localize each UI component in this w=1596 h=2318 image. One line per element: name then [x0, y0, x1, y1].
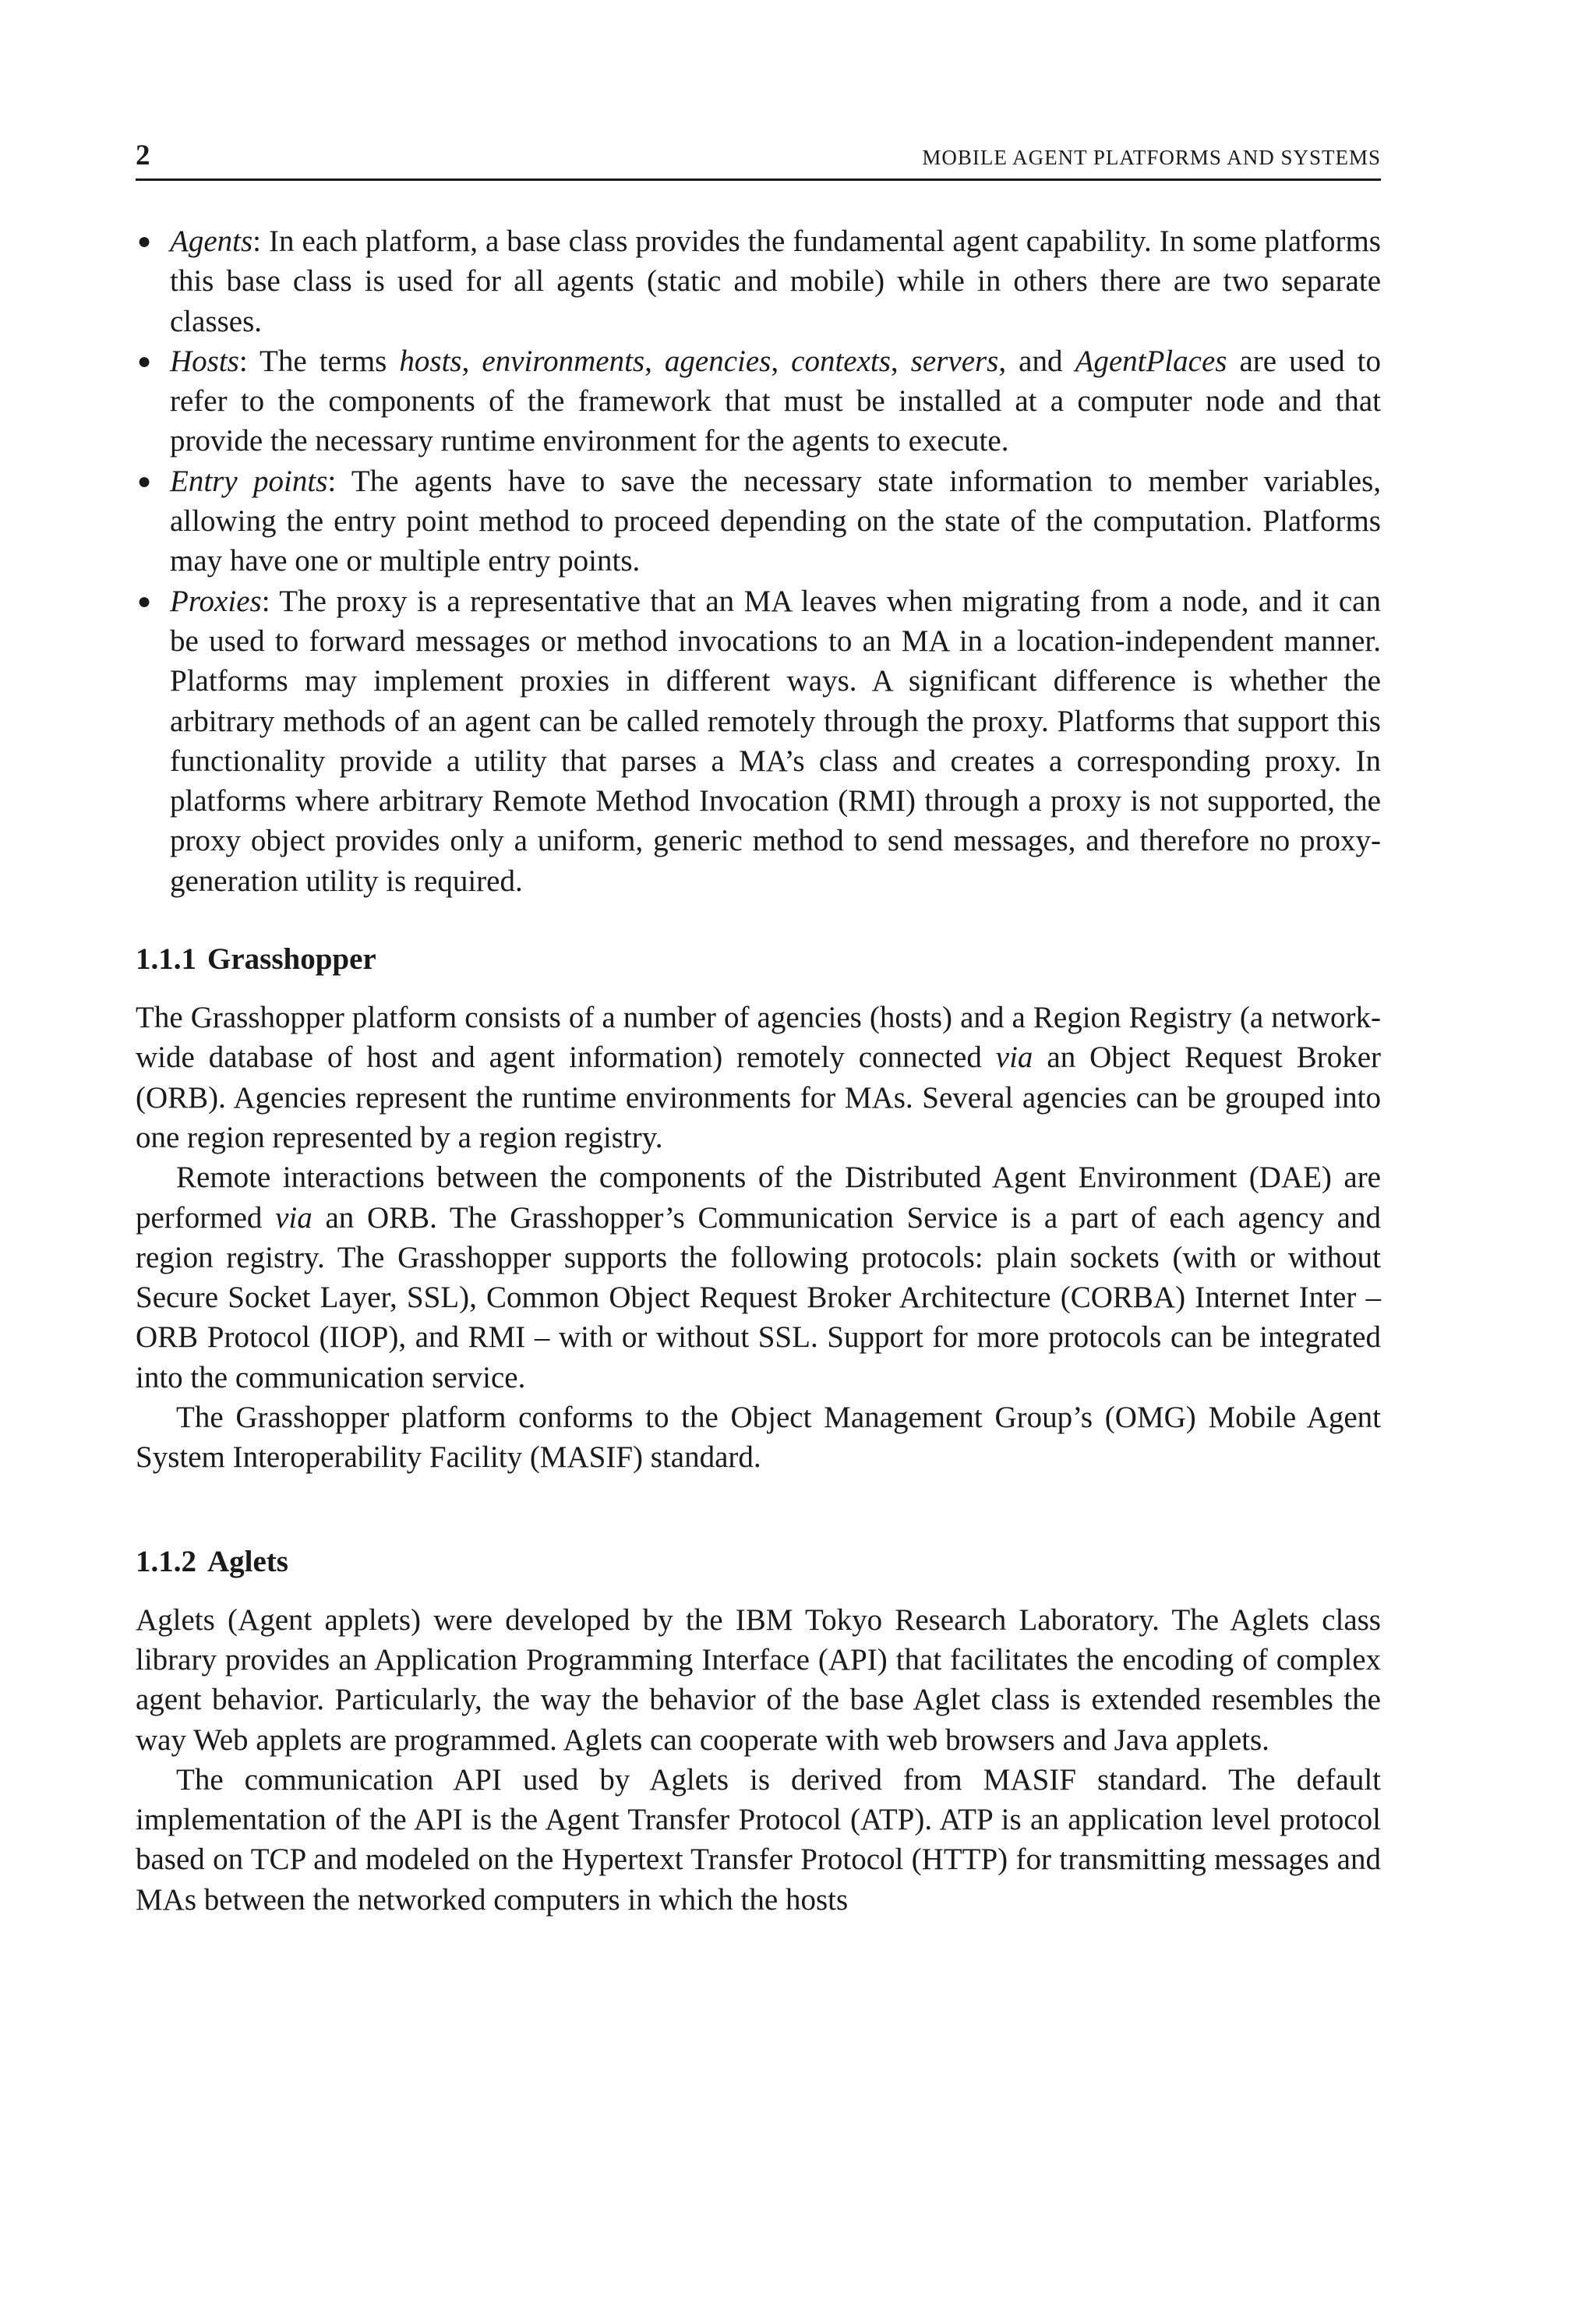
term-agencies: agencies [664, 344, 772, 378]
term-environments: environments [482, 344, 645, 378]
section-heading-grasshopper [136, 939, 1381, 979]
term-contexts: contexts [791, 344, 891, 378]
term-servers: servers [910, 344, 999, 378]
term-hosts-em: hosts [399, 344, 462, 378]
term-hosts: Hosts [170, 344, 239, 378]
page [136, 139, 1381, 1920]
platform-components-list [136, 221, 1381, 901]
paragraph: The communication API used by Aglets is derived from MASIF standard. The default implementation of the API is the Agent Transfer Protocol (ATP). ATP is an application level protocol based on TCP and modeled on the Hypertext Transfer Protocol (HTTP) for transmitting messages and MAs between the networked computers in which the hosts [136, 1762, 1381, 1917]
section-title: Aglets [207, 1544, 288, 1578]
emphasis-via: via [275, 1200, 312, 1235]
separator: , [771, 344, 792, 378]
bullet-icon: ● [137, 468, 152, 494]
list-item-hosts [136, 341, 1381, 461]
list-item-text: : The agents have to save the necessary state information to member variables, allowing the entry point method to proceed depending on the state of the computation. Platforms may have one or multiple entry points. [170, 464, 1381, 578]
term-entry-points: Entry points [170, 464, 328, 498]
separator: , [461, 344, 482, 378]
separator: , [644, 344, 665, 378]
term-agents: Agents [170, 224, 253, 258]
list-item-text: : The proxy is a representative that an MA leaves when migrating from a node, and it can be used to forward messages or method invocations to an MA in a location-independent manner. Platforms may implement proxies in different ways. A significant difference is whether the arbitrary methods of an agent can be called remotely through the proxy. Platforms that support this functionality provide a utility that parses a MA’s class and creates a corresponding proxy. In platforms where arbitrary Remote Method Invocation (RMI) through a proxy is not supported, the proxy object provides only a uniform, generic method to send messages, and therefore no proxy-generation utility is required. [170, 584, 1381, 898]
page-number: 2 [136, 140, 150, 171]
section-title: Grasshopper [207, 942, 376, 977]
bullet-icon: ● [137, 588, 152, 614]
list-item-text: : The terms [238, 344, 400, 378]
section-number: 1.1.1 [136, 942, 196, 977]
list-item-entry-points [136, 461, 1381, 581]
list-item-text: : In each platform, a base class provides the fundamental agent capability. In some platforms this base class is used for all agents (static and mobile) while in others there are two separate classes. [170, 224, 1381, 338]
paragraph-text: an ORB. The Grasshopper’s Communication Service is a part of each agency and region registry. The Grasshopper supports the following protocols: plain sockets (with or without Secure Socket Layer, SSL), Common Object Request Broker Architecture (CORBA) Internet Inter – ORB Protocol (IIOP), and RMI – with or without SSL. Support for more protocols can be integrated into the communication service. [136, 1200, 1381, 1394]
paragraph-text: Remote interactions between the components of the Distributed Agent Environment (DAE) are performed [136, 1161, 1381, 1235]
bullet-icon: ● [137, 348, 152, 374]
bullet-icon: ● [137, 228, 152, 254]
list-item-agents [136, 221, 1381, 341]
paragraph [136, 998, 1381, 1157]
paragraph [136, 1157, 1381, 1398]
separator: , [890, 344, 911, 378]
paragraph-text: an Object Request Broker (ORB). Agencies represent the runtime environments for MAs. Several agencies can be grouped into one region represented by a region registry. [136, 1041, 1381, 1154]
paragraph: Aglets (Agent applets) were developed by the IBM Tokyo Research Laboratory. The Aglets class library provides an Application Programming Interface (API) that facilitates the encoding of complex agent behavior. Particularly, the way the behavior of the base Aglet class is extended resembles the way Web applets are programmed. Aglets can cooperate with web browsers and Java applets. [136, 1602, 1381, 1757]
section-number: 1.1.2 [136, 1544, 196, 1578]
paragraph: The Grasshopper platform conforms to the Object Management Group’s (OMG) Mobile Agent System Interoperability Facility (MASIF) standard. [136, 1401, 1381, 1475]
paragraph-text: The Grasshopper platform consists of a number of agencies (hosts) and a Region Registry (a network-wide database of host and agent information) remotely connected [136, 1001, 1381, 1075]
running-header [136, 139, 1381, 181]
section-heading-aglets [136, 1542, 1381, 1581]
term-agentplaces: AgentPlaces [1075, 344, 1227, 378]
list-item-text: are used to refer to the components of the framework that must be installed at a computer node and that provide the necessary runtime environment for the agents to execute. [170, 344, 1382, 458]
term-proxies: Proxies [170, 584, 262, 618]
emphasis-via: via [995, 1041, 1033, 1075]
list-item-proxies [136, 581, 1381, 901]
running-title: MOBILE AGENT PLATFORMS AND SYSTEMS [922, 146, 1381, 169]
separator: , and [998, 344, 1075, 378]
